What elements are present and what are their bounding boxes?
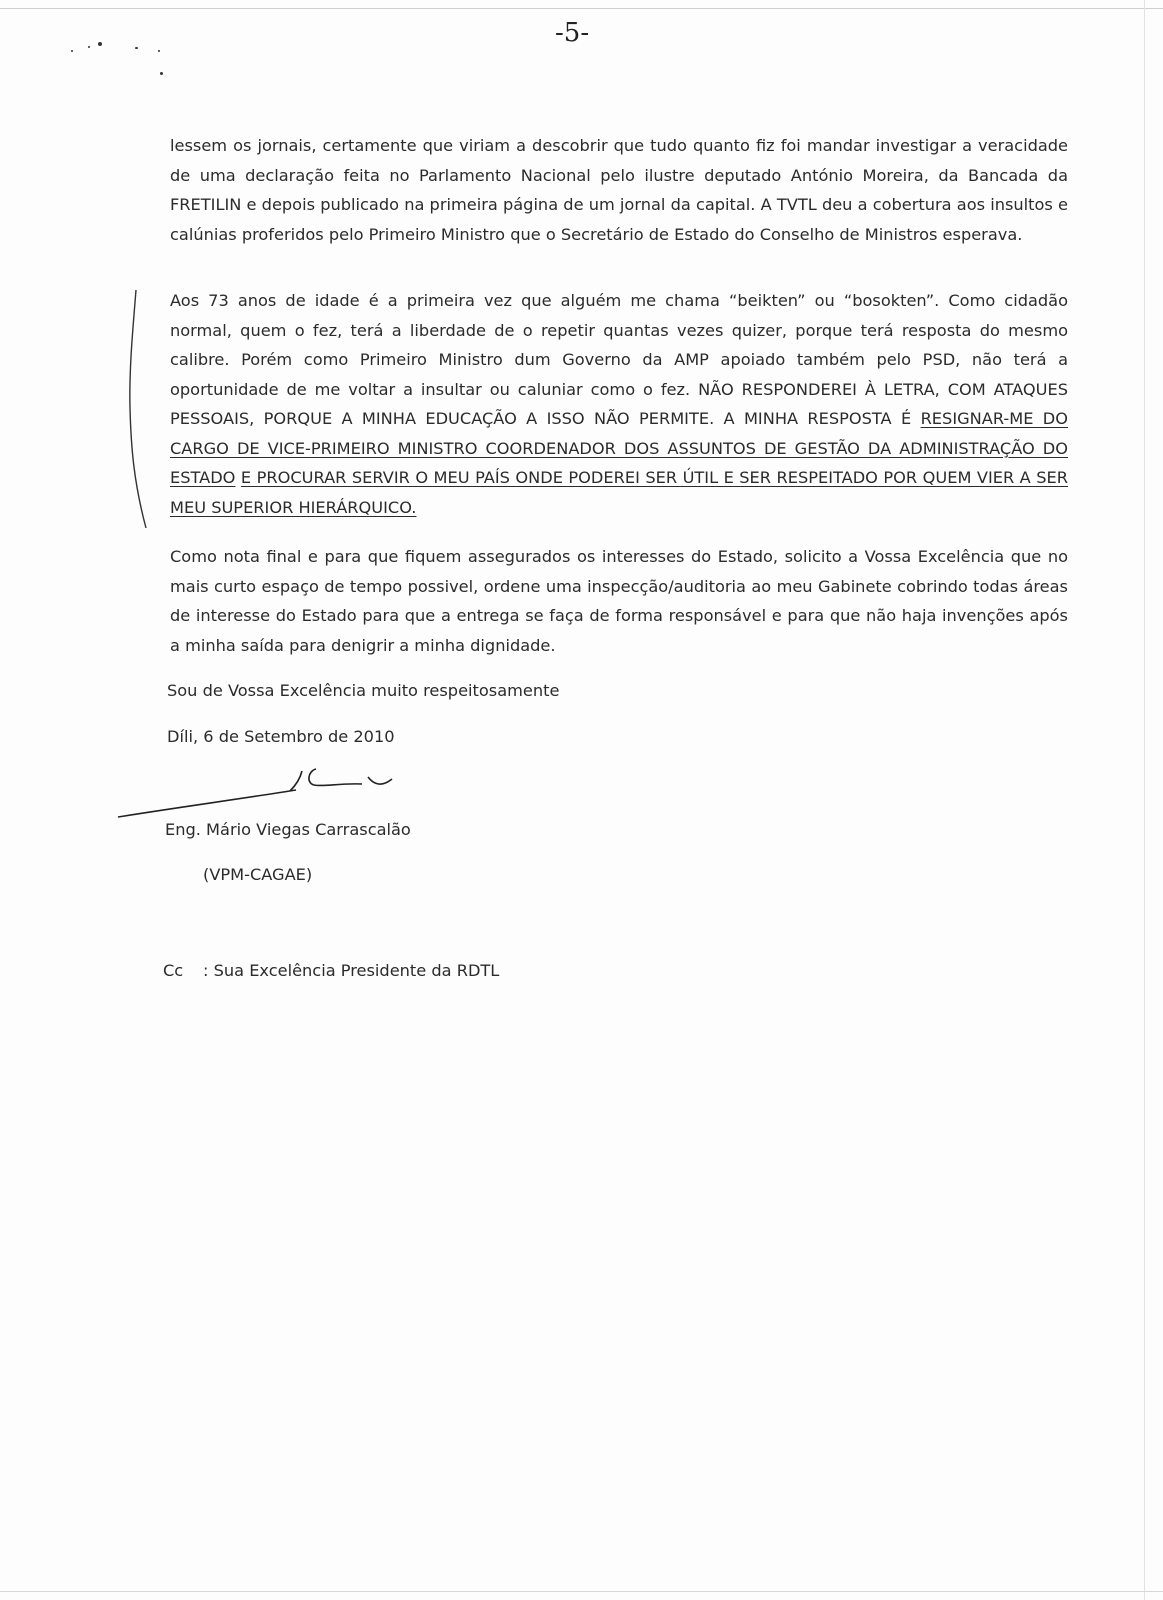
resignation-statement-underlined: RESIGNAR-ME DO CARGO DE VICE-PRIMEIRO MINISTRO COORDENADOR DOS ASSUNTOS DE GESTÃO DA ADMINISTRAÇÃO DO ESTADO	[170, 409, 1068, 487]
cc-label: Cc	[163, 961, 184, 980]
scan-speck	[135, 47, 138, 49]
margin-bracket-mark	[122, 288, 152, 533]
service-statement-underlined: E PROCURAR SERVIR O MEU PAÍS ONDE PODEREI SER ÚTIL E SER RESPEITADO POR QUEM VIER A SER MEU SUPERIOR HIERÁRQUICO.	[170, 468, 1068, 517]
signer-title: (VPM-CAGAE)	[203, 865, 313, 884]
scan-edge-bottom	[0, 1591, 1163, 1592]
scan-speck	[98, 42, 102, 46]
scan-edge-top	[0, 8, 1163, 9]
cc-recipient: : Sua Excelência Presidente da RDTL	[203, 961, 500, 980]
signer-name: Eng. Mário Viegas Carrascalão	[165, 820, 411, 839]
scan-speck	[71, 50, 73, 52]
place-and-date: Díli, 6 de Setembro de 2010	[167, 727, 395, 746]
scan-speck	[160, 72, 163, 75]
scan-speck	[158, 50, 160, 52]
page-number: -5-	[555, 18, 590, 48]
scan-speck	[88, 46, 90, 48]
resignation-text: Aos 73 anos de idade é a primeira vez que alguém me chama “beikten” ou “bosokten”. Como cidadão normal, quem o fez, terá a liberdade de o repetir quantas vezes quizer, porque terá resposta do mesmo calibre. Porém como Primeiro Ministro dum Governo da AMP apoiado também pelo PSD, não terá a oportunidade de me voltar a insultar ou caluniar como o fez. NÃO RESPONDEREI À LETRA, COM ATAQUES PESSOAIS, PORQUE A MINHA EDUCAÇÃO A ISSO NÃO PERMITE. A MINHA RESPOSTA É	[170, 291, 1068, 428]
carbon-copy-line	[163, 956, 499, 985]
scan-edge-right	[1144, 0, 1145, 1600]
paragraph-investigation: lessem os jornais, certamente que viriam a descobrir que tudo quanto fiz foi mandar investigar a veracidade de uma declaração feita no Parlamento Nacional pelo ilustre deputado António Moreira, da Bancada da FRETILIN e depois publicado na primeira página de um jornal da capital. A TVTL deu a cobertura aos insultos e calúnias proferidos pelo Primeiro Ministro que o Secretário de Estado do Conselho de Ministros esperava.	[170, 136, 1068, 244]
paragraph-audit-request: Como nota final e para que fiquem assegurados os interesses do Estado, solicito a Vossa Excelência que no mais curto espaço de tempo possivel, ordene uma inspecção/auditoria ao meu Gabinete cobrindo todas áreas de interesse do Estado para que a entrega se faça de forma responsável e para que não haja invenções após a minha saída para denigrir a minha dignidade.	[170, 547, 1068, 655]
closing-salutation: Sou de Vossa Excelência muito respeitosamente	[167, 681, 560, 700]
paragraph-resignation	[170, 286, 1068, 522]
